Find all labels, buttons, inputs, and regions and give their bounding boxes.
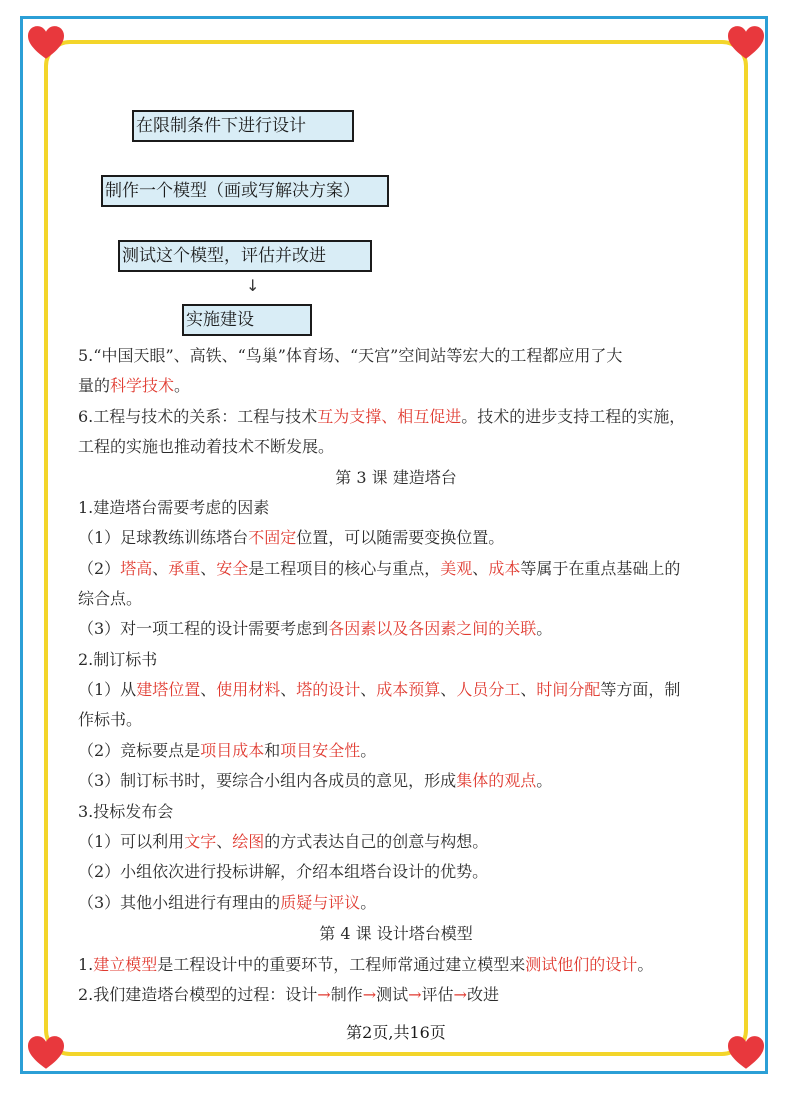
lesson-4-title: 第 4 课 设计塔台模型 (319, 924, 473, 943)
arrow-right-icon: → (453, 985, 467, 1004)
arrow-right-icon: → (362, 985, 377, 1004)
flow-step-model: 制作一个模型（画或写解决方案） (101, 175, 389, 207)
list-item: （3）其他小组进行有理由的质疑与评议。 (78, 893, 377, 912)
paragraph-6-line-1: 6.工程与技术的关系：工程与技术互为支撑、相互促进。技术的进步支持工程的实施， (78, 407, 686, 426)
list-item: （3）对一项工程的设计需要考虑到各因素以及各因素之间的关联。 (78, 619, 553, 638)
list-item: （2）塔高、承重、安全是工程项目的核心与重点，美观、成本等属于在重点基础上的 (78, 559, 681, 578)
page-number: 第2页,共16页 (346, 1023, 446, 1042)
section-heading: 3.投标发布会 (78, 802, 174, 821)
list-item-continued: 作标书。 (78, 710, 143, 729)
list-item-continued: 综合点。 (78, 589, 143, 608)
flow-step-build: 实施建设 (182, 304, 312, 336)
arrow-right-icon: → (408, 985, 422, 1004)
list-item: （3）制订标书时，要综合小组内各成员的意见，形成集体的观点。 (78, 771, 553, 790)
flow-step-test: 测试这个模型，评估并改进 (118, 240, 372, 272)
list-item: （1）从建塔位置、使用材料、塔的设计、成本预算、人员分工、时间分配等方面，制 (78, 680, 681, 699)
list-item: （2）竞标要点是项目成本和项目安全性。 (78, 741, 377, 760)
section-heading: 1.建造塔台需要考虑的因素 (78, 498, 270, 517)
list-item: （1）可以利用文字、绘图的方式表达自己的创意与构想。 (78, 832, 489, 851)
paragraph-6-line-2: 工程的实施也推动着技术不断发展。 (78, 437, 335, 456)
arrow-down-icon: ↓ (246, 276, 260, 295)
list-item: 2.我们建造塔台模型的过程：设计→制作→测试→评估→改进 (78, 985, 499, 1004)
arrow-right-icon: → (317, 985, 331, 1004)
heart-icon (728, 26, 764, 60)
paragraph-5-line-2: 量的科学技术。 (78, 376, 191, 395)
lesson-3-title: 第 3 课 建造塔台 (335, 468, 457, 487)
flow-step-design: 在限制条件下进行设计 (132, 110, 354, 142)
heart-icon (28, 26, 64, 60)
list-item: （1）足球教练训练塔台不固定位置，可以随需要变换位置。 (78, 528, 505, 547)
list-item: （2）小组依次进行投标讲解，介绍本组塔台设计的优势。 (78, 862, 489, 881)
section-heading: 2.制订标书 (78, 650, 158, 669)
paragraph-5-line-1: 5.“中国天眼”、高铁、“鸟巢”体育场、“天宫”空间站等宏大的工程都应用了大 (78, 346, 623, 365)
list-item: 1.建立模型是工程设计中的重要环节，工程师常通过建立模型来测试他们的设计。 (78, 955, 654, 974)
